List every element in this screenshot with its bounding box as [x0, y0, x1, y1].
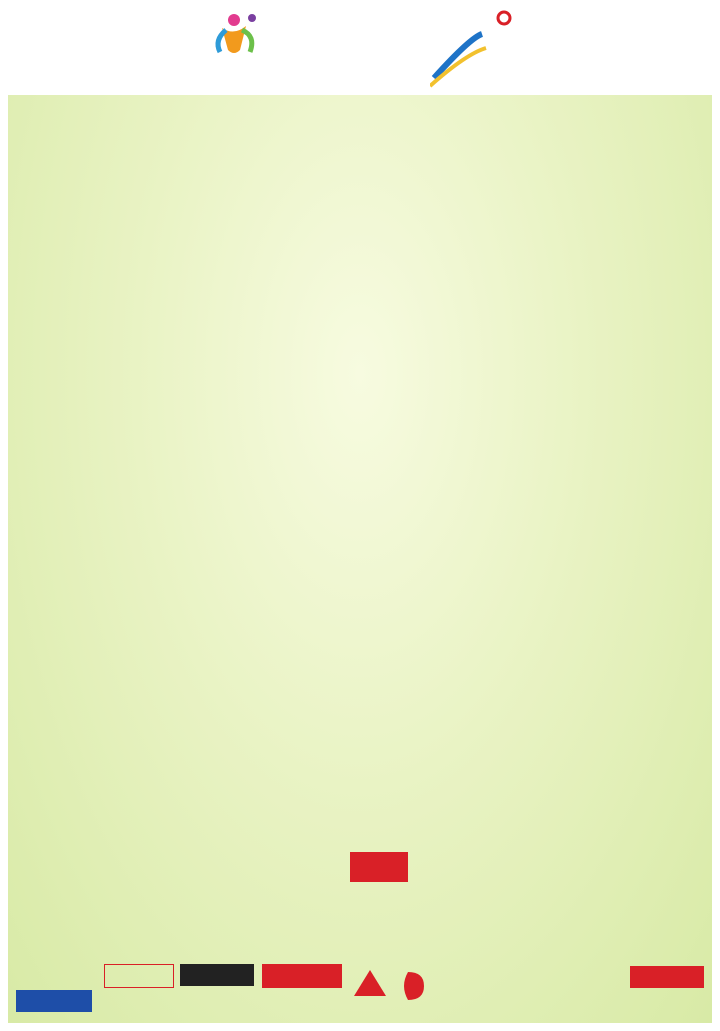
partner-logo	[104, 964, 174, 988]
partner-logo	[262, 964, 342, 988]
mts-swoosh-icon	[430, 8, 590, 88]
partner-logo	[104, 992, 174, 1016]
tipo-rex-sponsor-logo	[290, 850, 440, 920]
partner-logo	[630, 990, 704, 1006]
partner-logo	[262, 992, 342, 1016]
partner-logo	[16, 990, 92, 1012]
tipo-brand	[350, 852, 408, 882]
daisy-row-top	[214, 332, 506, 422]
mts-logo	[430, 8, 590, 88]
alba-tv-triangle-icon	[350, 966, 570, 1026]
dancing-figures-icon	[142, 6, 332, 86]
casa-de-cultura-logo	[142, 6, 332, 86]
partner-logo	[630, 966, 704, 988]
partner-logo	[180, 964, 254, 986]
partner-logo	[16, 964, 92, 986]
partner-logo	[180, 992, 254, 1016]
header	[0, 0, 720, 95]
daisy-row-bottom	[12, 775, 708, 847]
